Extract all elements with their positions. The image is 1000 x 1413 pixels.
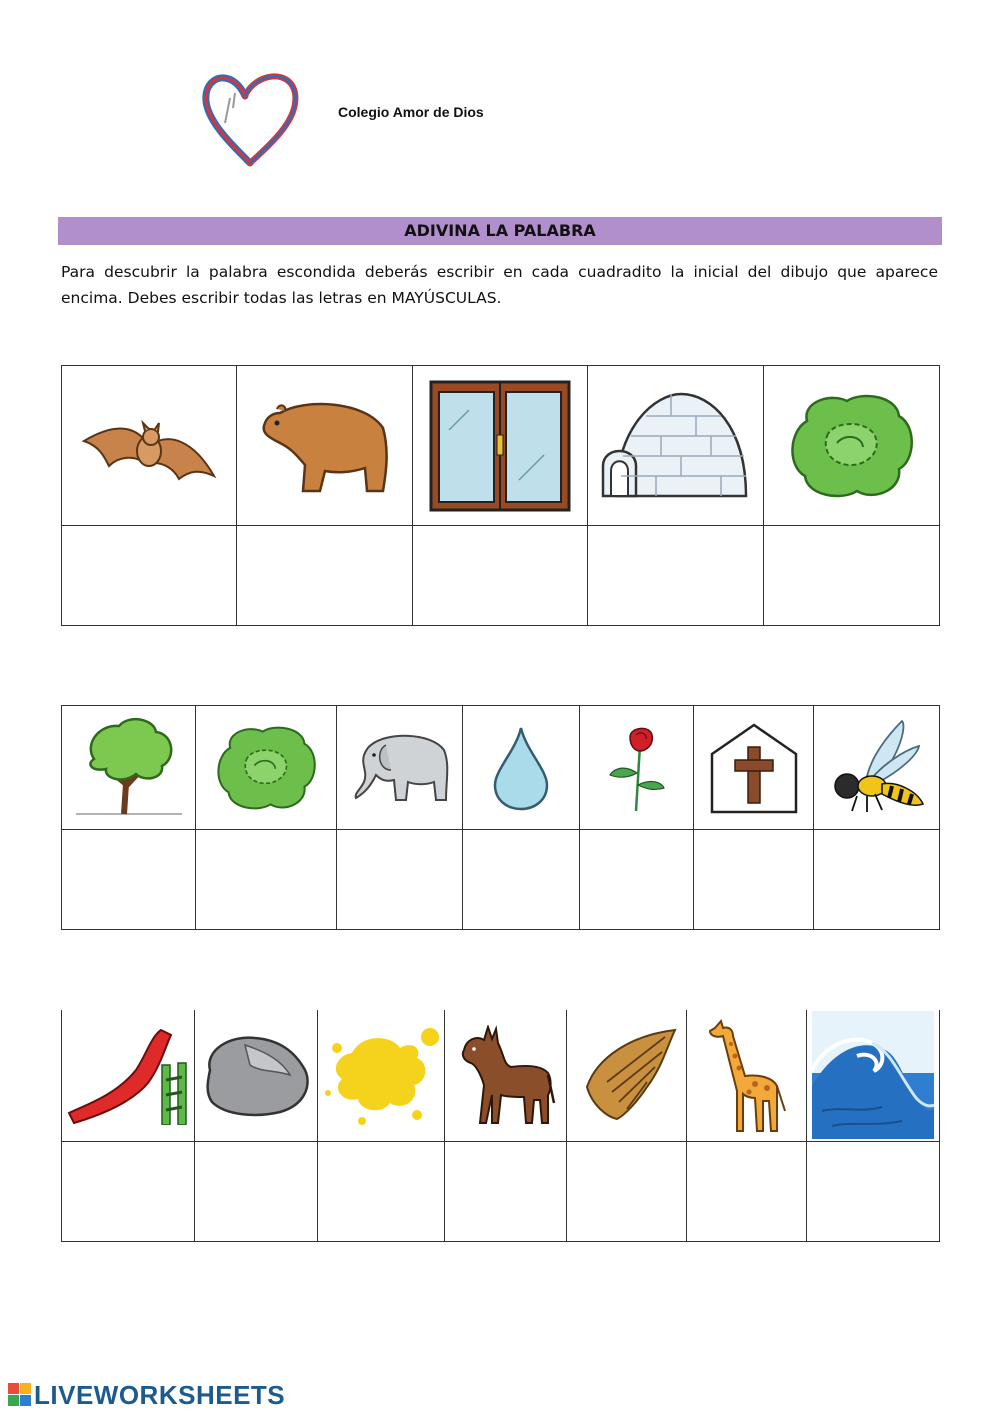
bat-icon [79,401,219,491]
picture-cell [694,706,814,830]
answer-input[interactable] [62,552,236,599]
brand-name: LIVEWORKSHEETS [34,1379,286,1410]
wasp-icon [827,716,927,820]
picture-cell [318,1010,445,1141]
answer-cell[interactable] [807,1141,940,1241]
answer-cell[interactable] [62,1141,195,1241]
picture-cell [337,706,463,830]
answer-input[interactable] [445,1168,566,1215]
answer-input[interactable] [687,1168,806,1215]
elephant-icon [346,730,454,806]
answer-input[interactable] [62,856,195,903]
picture-cell [580,706,694,830]
picture-cell [196,706,337,830]
answer-input[interactable] [694,856,813,903]
instructions-text: Para descubrir la palabra escondida deberás escribir en cada cuadradito la inicial del dibujo que aparece encima. Debes escribir todas las letras en MAYÚSCULAS. [61,263,938,307]
answer-cell[interactable] [62,830,196,930]
paint-splash-icon [322,1023,440,1127]
tree-icon [74,714,184,822]
answer-input[interactable] [195,1168,317,1215]
answer-input[interactable] [580,856,693,903]
answer-input[interactable] [196,856,336,903]
picture-cell [463,706,580,830]
rock-icon [200,1030,312,1120]
answer-input[interactable] [62,1168,194,1215]
answer-cell[interactable] [196,830,337,930]
answer-cell[interactable] [694,830,814,930]
picture-cell [445,1010,567,1141]
liveworksheets-logo-icon [8,1383,32,1407]
answer-cell[interactable] [764,526,940,626]
answer-input[interactable] [807,1168,939,1215]
answer-input[interactable] [463,856,579,903]
answer-input[interactable] [413,552,587,599]
answer-input[interactable] [318,1168,444,1215]
picture-cell [567,1010,687,1141]
answer-cell[interactable] [687,1141,807,1241]
answer-input[interactable] [764,552,939,599]
answer-cell[interactable] [463,830,580,930]
rose-icon [602,723,672,813]
puzzle-2-grid [61,705,940,930]
puzzle-1-grid [61,365,940,626]
answer-cell[interactable] [814,830,940,930]
picture-cell [413,366,588,526]
lettuce-icon [214,723,319,813]
church-icon [709,722,799,814]
picture-cell [195,1010,318,1141]
answer-cell[interactable] [318,1141,445,1241]
answer-input[interactable] [814,856,939,903]
answer-cell[interactable] [413,526,588,626]
picture-cell [588,366,764,526]
wave-icon [812,1011,934,1139]
picture-cell [687,1010,807,1141]
donkey-icon [456,1025,556,1125]
answer-input[interactable] [337,856,462,903]
answer-cell[interactable] [567,1141,687,1241]
bear-icon [255,393,395,498]
answer-cell[interactable] [62,526,237,626]
slide-icon [66,1025,190,1125]
wing-icon [577,1027,677,1123]
page-title: ADIVINA LA PALABRA [58,217,942,245]
picture-cell [62,706,196,830]
answer-cell[interactable] [195,1141,318,1241]
answer-cell[interactable] [588,526,764,626]
answer-input[interactable] [567,1168,686,1215]
school-name: Colegio Amor de Dios [338,104,484,120]
giraffe-icon [705,1016,789,1134]
picture-cell [62,1010,195,1141]
lettuce-icon [787,391,917,501]
footer-brand[interactable] [8,1380,285,1410]
picture-cell [62,366,237,526]
answer-cell[interactable] [445,1141,567,1241]
window-icon [429,380,571,512]
answer-cell[interactable] [337,830,463,930]
puzzle-3-grid [61,1010,940,1242]
heart-logo-icon [195,68,300,173]
picture-cell [814,706,940,830]
answer-input[interactable] [588,552,763,599]
drop-icon [491,725,551,811]
answer-cell[interactable] [580,830,694,930]
igloo-icon [601,386,751,506]
picture-cell [764,366,940,526]
answer-input[interactable] [237,552,412,599]
picture-cell [237,366,413,526]
answer-cell[interactable] [237,526,413,626]
picture-cell [807,1010,940,1141]
